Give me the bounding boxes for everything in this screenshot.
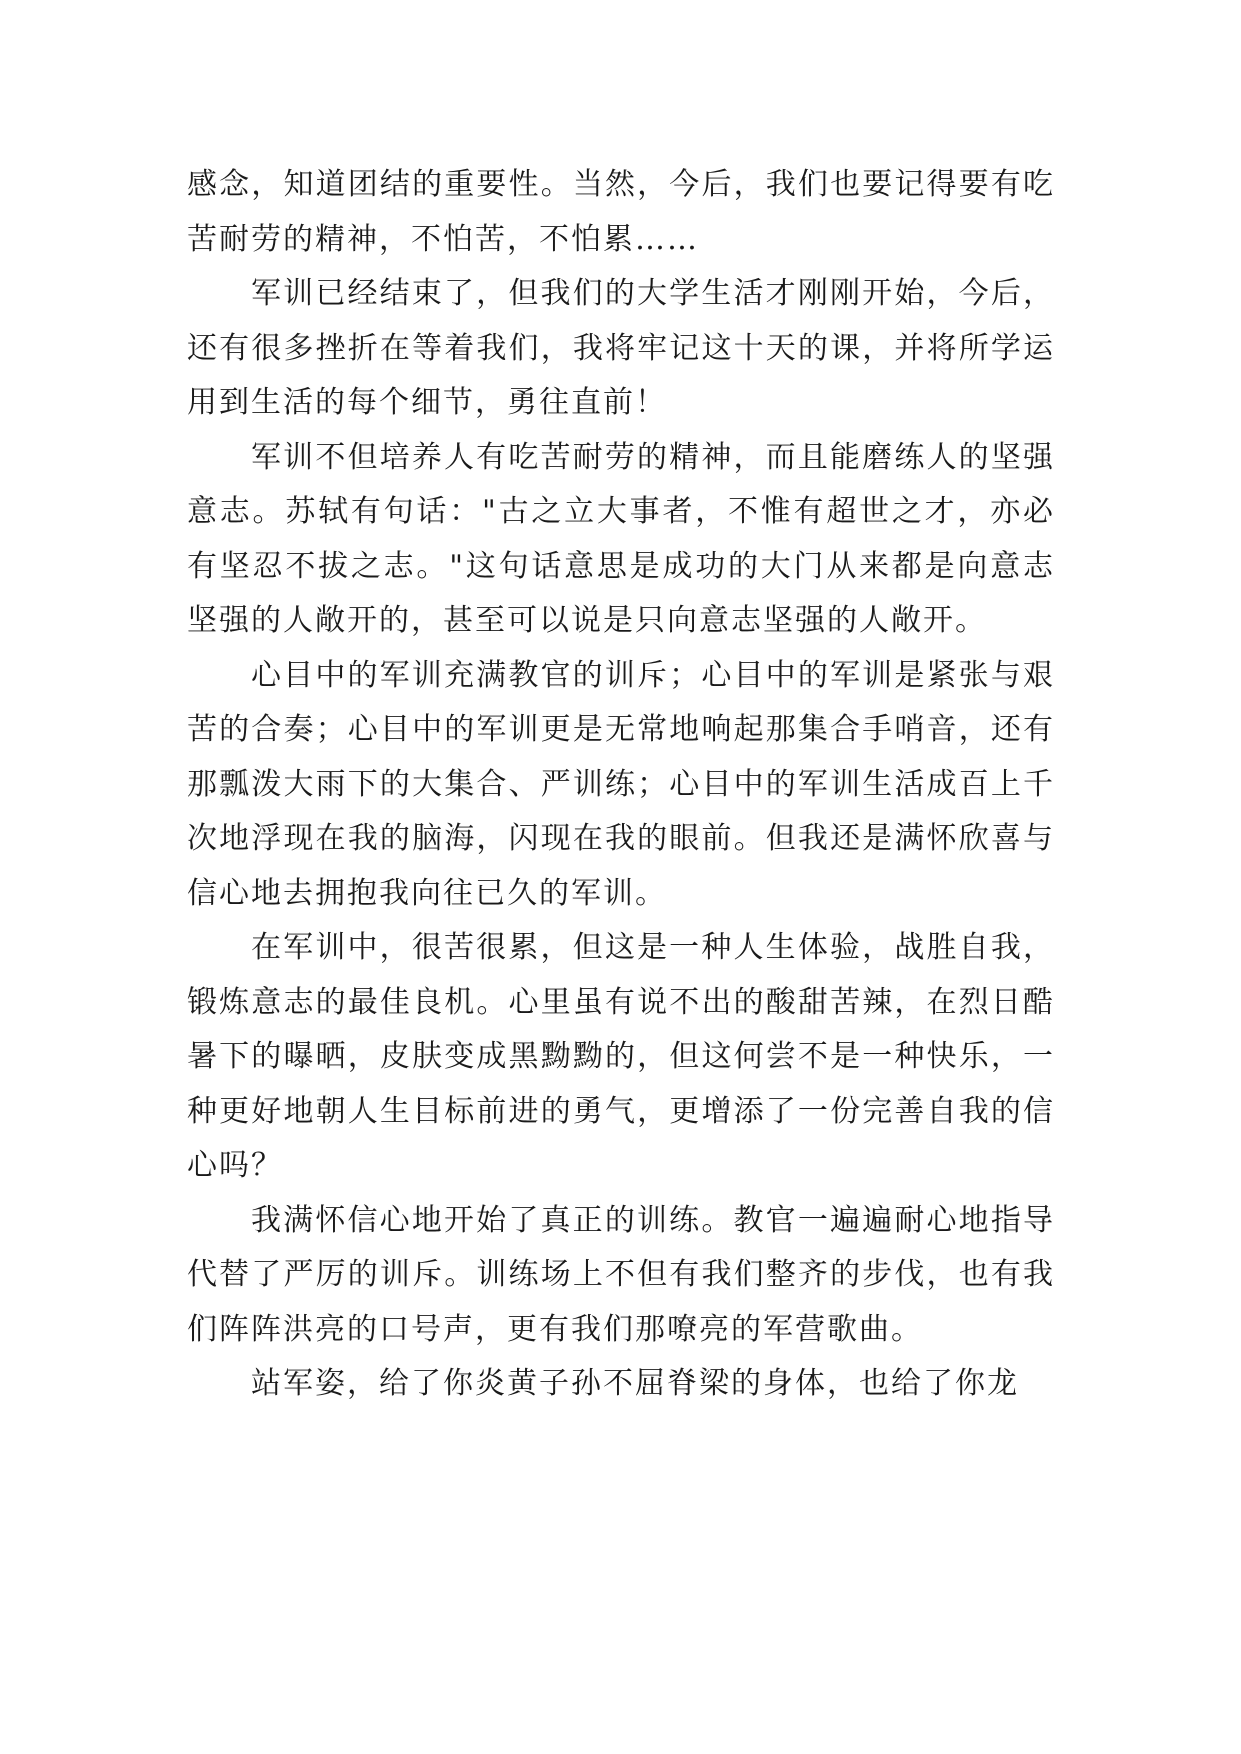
paragraph: 军训不但培养人有吃苦耐劳的精神，而且能磨练人的坚强意志。苏轼有句话："古之立大事者，不惟有超世之才，亦必有坚忍不拔之志。"这句话意思是成功的大门从来都是向意志坚强的人敞开的，甚至可以说是只向意志坚强的人敞开。 — [187, 439, 1055, 638]
document-body — [187, 158, 1055, 1412]
paragraph-continuation: 感念，知道团结的重要性。当然，今后，我们也要记得要有吃苦耐劳的精神，不怕苦，不怕累…… — [187, 167, 1055, 257]
paragraph: 心目中的军训充满教官的训斥；心目中的军训是紧张与艰苦的合奏；心目中的军训更是无常地响起那集合手哨音，还有那瓢泼大雨下的大集合、严训练；心目中的军训生活成百上千次地浮现在我的脑海，闪现在我的眼前。但我还是满怀欣喜与信心地去拥抱我向往已久的军训。 — [187, 657, 1055, 911]
paragraph: 站军姿，给了你炎黄子孙不屈脊梁的身体，也给了你龙 — [251, 1366, 1019, 1401]
paragraph: 在军训中，很苦很累，但这是一种人生体验，战胜自我，锻炼意志的最佳良机。心里虽有说不出的酸甜苦辣，在烈日酷暑下的曝晒，皮肤变成黑黝黝的，但这何尝不是一种快乐，一种更好地朝人生目标前进的勇气，更增添了一份完善自我的信心吗？ — [187, 930, 1055, 1183]
paragraph: 军训已经结束了，但我们的大学生活才刚刚开始，今后，还有很多挫折在等着我们，我将牢记这十天的课，并将所学运用到生活的每个细节，勇往直前！ — [187, 276, 1055, 420]
paragraph: 我满怀信心地开始了真正的训练。教官一遍遍耐心地指导代替了严厉的训斥。训练场上不但有我们整齐的步伐，也有我们阵阵洪亮的口号声，更有我们那嘹亮的军营歌曲。 — [187, 1202, 1055, 1347]
